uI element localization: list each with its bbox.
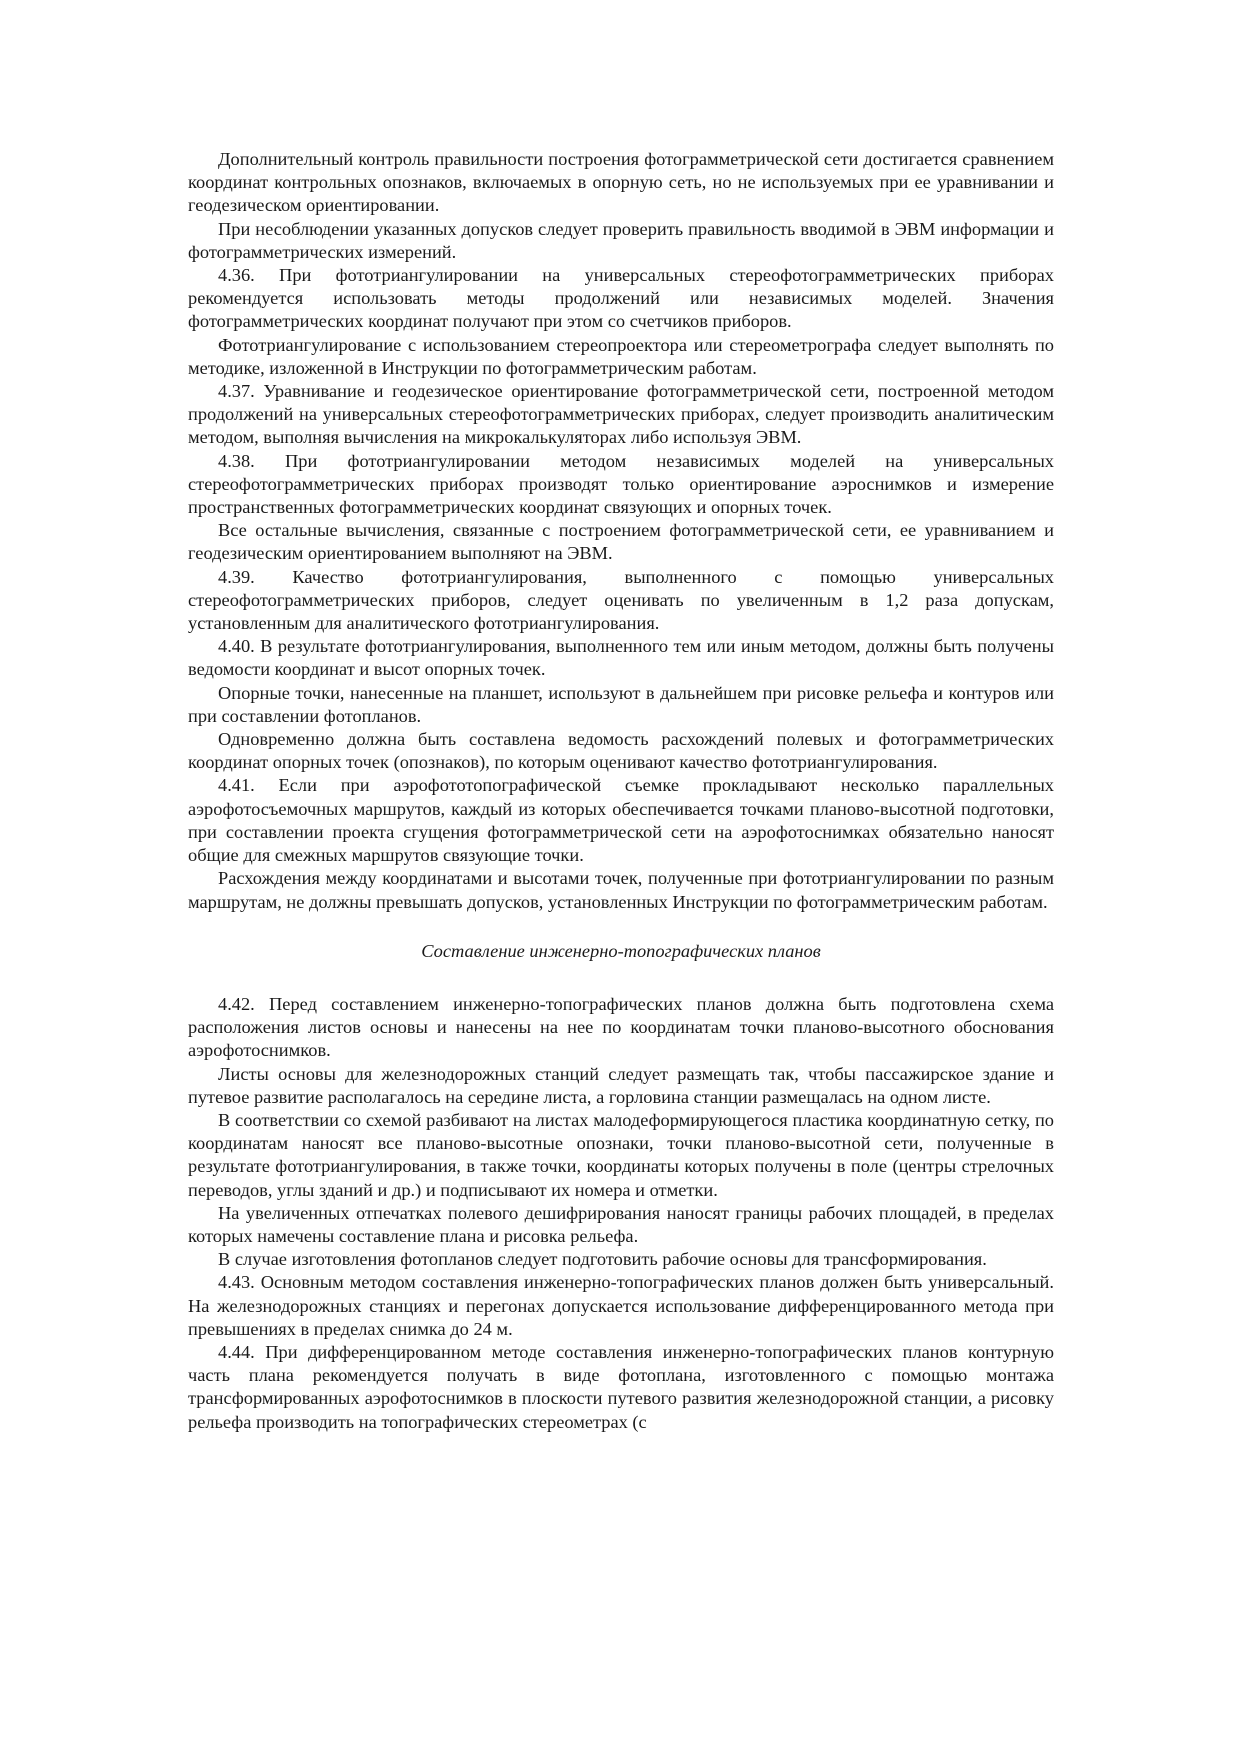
document-page [188, 148, 1054, 1434]
paragraph: 4.42. Перед составлением инженерно-топографических планов должна быть подготовлена схема расположения листов основы и нанесены на нее по координатам точки планово-высотного обоснования аэрофотоснимков. [188, 993, 1054, 1061]
paragraph: 4.36. При фототриангулировании на универсальных стереофотограмметрических приборах рекомендуется использовать методы продолжений или независимых моделей. Значения фотограмметрических координат получают при этом со счетчиков приборов. [188, 265, 1054, 332]
paragraph: 4.37. Уравнивание и геодезическое ориентирование фотограмметрической сети, построенной методом продолжений на универсальных стереофотограмметрических приборах, следует производить аналитическим методом, выполняя вычисления на микрокалькуляторах либо используя ЭВМ. [188, 381, 1054, 448]
paragraph: Все остальные вычисления, связанные с построением фотограмметрической сети, ее уравниванием и геодезическим ориентированием выполняют на ЭВМ. [188, 520, 1054, 564]
paragraph: Дополнительный контроль правильности построения фотограмметрической сети достигается сравнением координат контрольных опознаков, включаемых в опорную сеть, но не используемых при ее уравнивании и геодезическом ориентировании. [188, 149, 1054, 216]
paragraph: Листы основы для железнодорожных станций следует размещать так, чтобы пассажирское здание и путевое развитие располагалось на середине листа, а горловина станции размещалась на одном листе. [188, 1063, 1054, 1107]
paragraph: При несоблюдении указанных допусков следует проверить правильность вводимой в ЭВМ информации и фотограмметрических измерений. [188, 218, 1054, 262]
paragraph: Расхождения между координатами и высотами точек, полученные при фототриангулировании по разным маршрутам, не должны превышать допусков, установленных Инструкции по фотограмметрическим работам. [188, 868, 1054, 912]
paragraph: Фототриангулирование с использованием стереопроектора или стереометрографа следует выполнять по методике, изложенной в Инструкции по фотограмметрическим работам. [188, 334, 1054, 378]
paragraph: Одновременно должна быть составлена ведомость расхождений полевых и фотограмметрических координат опорных точек (опознаков), по которым оценивают качество фототриангулирования. [188, 729, 1054, 773]
paragraph: Опорные точки, нанесенные на планшет, используют в дальнейшем при рисовке рельефа и контуров или при составлении фотопланов. [188, 682, 1054, 726]
paragraph: На увеличенных отпечатках полевого дешифрирования наносят границы рабочих площадей, в пределах которых намечены составление плана и рисовка рельефа. [188, 1202, 1054, 1246]
paragraph: В соответствии со схемой разбивают на листах малодеформирующегося пластика координатную сетку, по координатам наносят все планово-высотные опознаки, точки планово-высотной сети, полученные в результате фототриангулирования, в также точки, координаты которых получены в поле (центры стрелочных переводов, углы зданий и др.) и подписывают их номера и отметки. [188, 1109, 1054, 1200]
section-heading: Составление инженерно-топографических планов [421, 940, 821, 961]
paragraph: 4.43. Основным методом составления инженерно-топографических планов должен быть универсальный. На железнодорожных станциях и перегонах допускается использование дифференцированного метода при превышениях в пределах снимка до 24 м. [188, 1272, 1054, 1339]
paragraph: В случае изготовления фотопланов следует подготовить рабочие основы для трансформирования. [218, 1249, 987, 1270]
paragraph: 4.38. При фототриангулировании методом независимых моделей на универсальных стереофотограмметрических приборах производят только ориентирование аэроснимков и измерение пространственных фотограмметрических координат связующих и опорных точек. [188, 450, 1054, 518]
paragraph: 4.40. В результате фототриангулирования, выполненного тем или иным методом, должны быть получены ведомости координат и высот опорных точек. [188, 636, 1054, 680]
paragraph: 4.39. Качество фототриангулирования, выполненного с помощью универсальных стереофотограмметрических приборов, следует оценивать по увеличенным в 1,2 раза допускам, установленным для аналитического фототриангулирования. [188, 566, 1054, 634]
paragraph: 4.41. Если при аэрофототопографической съемке прокладывают несколько параллельных аэрофотосъемочных маршрутов, каждый из которых обеспечивается точками планово-высотной подготовки, при составлении проекта сгущения фотограмметрической сети на аэрофотоснимках обязательно наносят общие для смежных маршрутов связующие точки. [188, 775, 1054, 866]
paragraph: 4.44. При дифференцированном методе составления инженерно-топографических планов контурную часть плана рекомендуется получать в виде фотоплана, изготовленного с помощью монтажа трансформированных аэрофотоснимков в плоскости путевого развития железнодорожной станции, а рисовку рельефа производить на топографических стереометрах (с [188, 1341, 1054, 1432]
